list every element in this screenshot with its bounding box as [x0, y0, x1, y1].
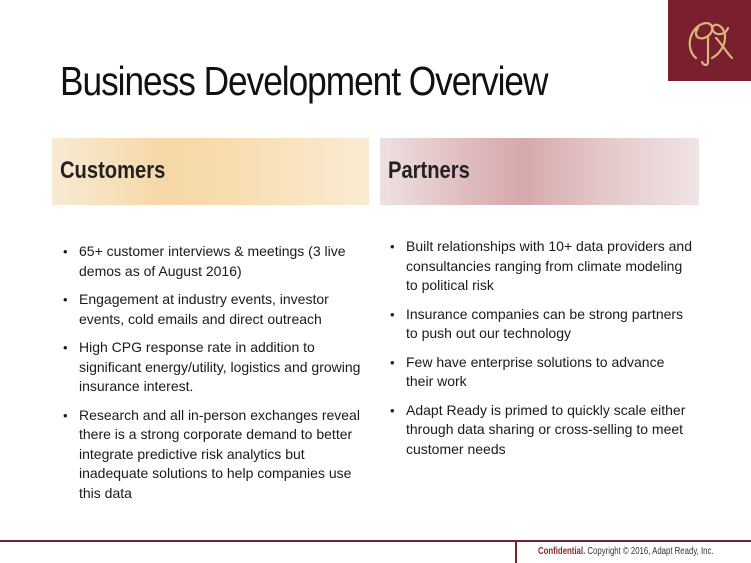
confidential-label: Confidential. — [538, 546, 586, 557]
footer-copyright — [538, 546, 714, 557]
list-item: • Research and all in-person exchanges reveal there is a strong corporate demand to better integrate predictive risk analytics but inadequate solutions to help companies use this data — [59, 406, 365, 504]
list-item: • Built relationships with 10+ data providers and consultancies ranging from climate modeling to political risk — [386, 237, 692, 296]
footer-divider — [0, 540, 515, 542]
customers-bullet-list — [59, 242, 365, 512]
list-item: • Adapt Ready is primed to quickly scale either through data sharing or cross-selling to meet customer needs — [386, 401, 692, 460]
list-item: • Insurance companies can be strong partners to push out our technology — [386, 305, 692, 344]
partners-bullet-list — [386, 237, 692, 468]
partners-header — [380, 138, 699, 205]
copyright-text: Copyright © 2016, Adapt Ready, Inc. — [587, 546, 714, 557]
list-item: • High CPG response rate in addition to significant energy/utility, logistics and growing insurance interest. — [59, 338, 365, 397]
customers-heading: Customers — [60, 157, 166, 184]
partners-heading: Partners — [388, 157, 470, 184]
list-item: • Engagement at industry events, investor events, cold emails and direct outreach — [59, 290, 365, 329]
list-item: • Few have enterprise solutions to advance their work — [386, 353, 692, 392]
customers-header — [52, 138, 369, 205]
list-item: • 65+ customer interviews & meetings (3 live demos as of August 2016) — [59, 242, 365, 281]
adapt-ready-logo — [668, 0, 751, 81]
monogram-icon — [668, 0, 751, 81]
page-title: Business Development Overview — [60, 58, 548, 104]
